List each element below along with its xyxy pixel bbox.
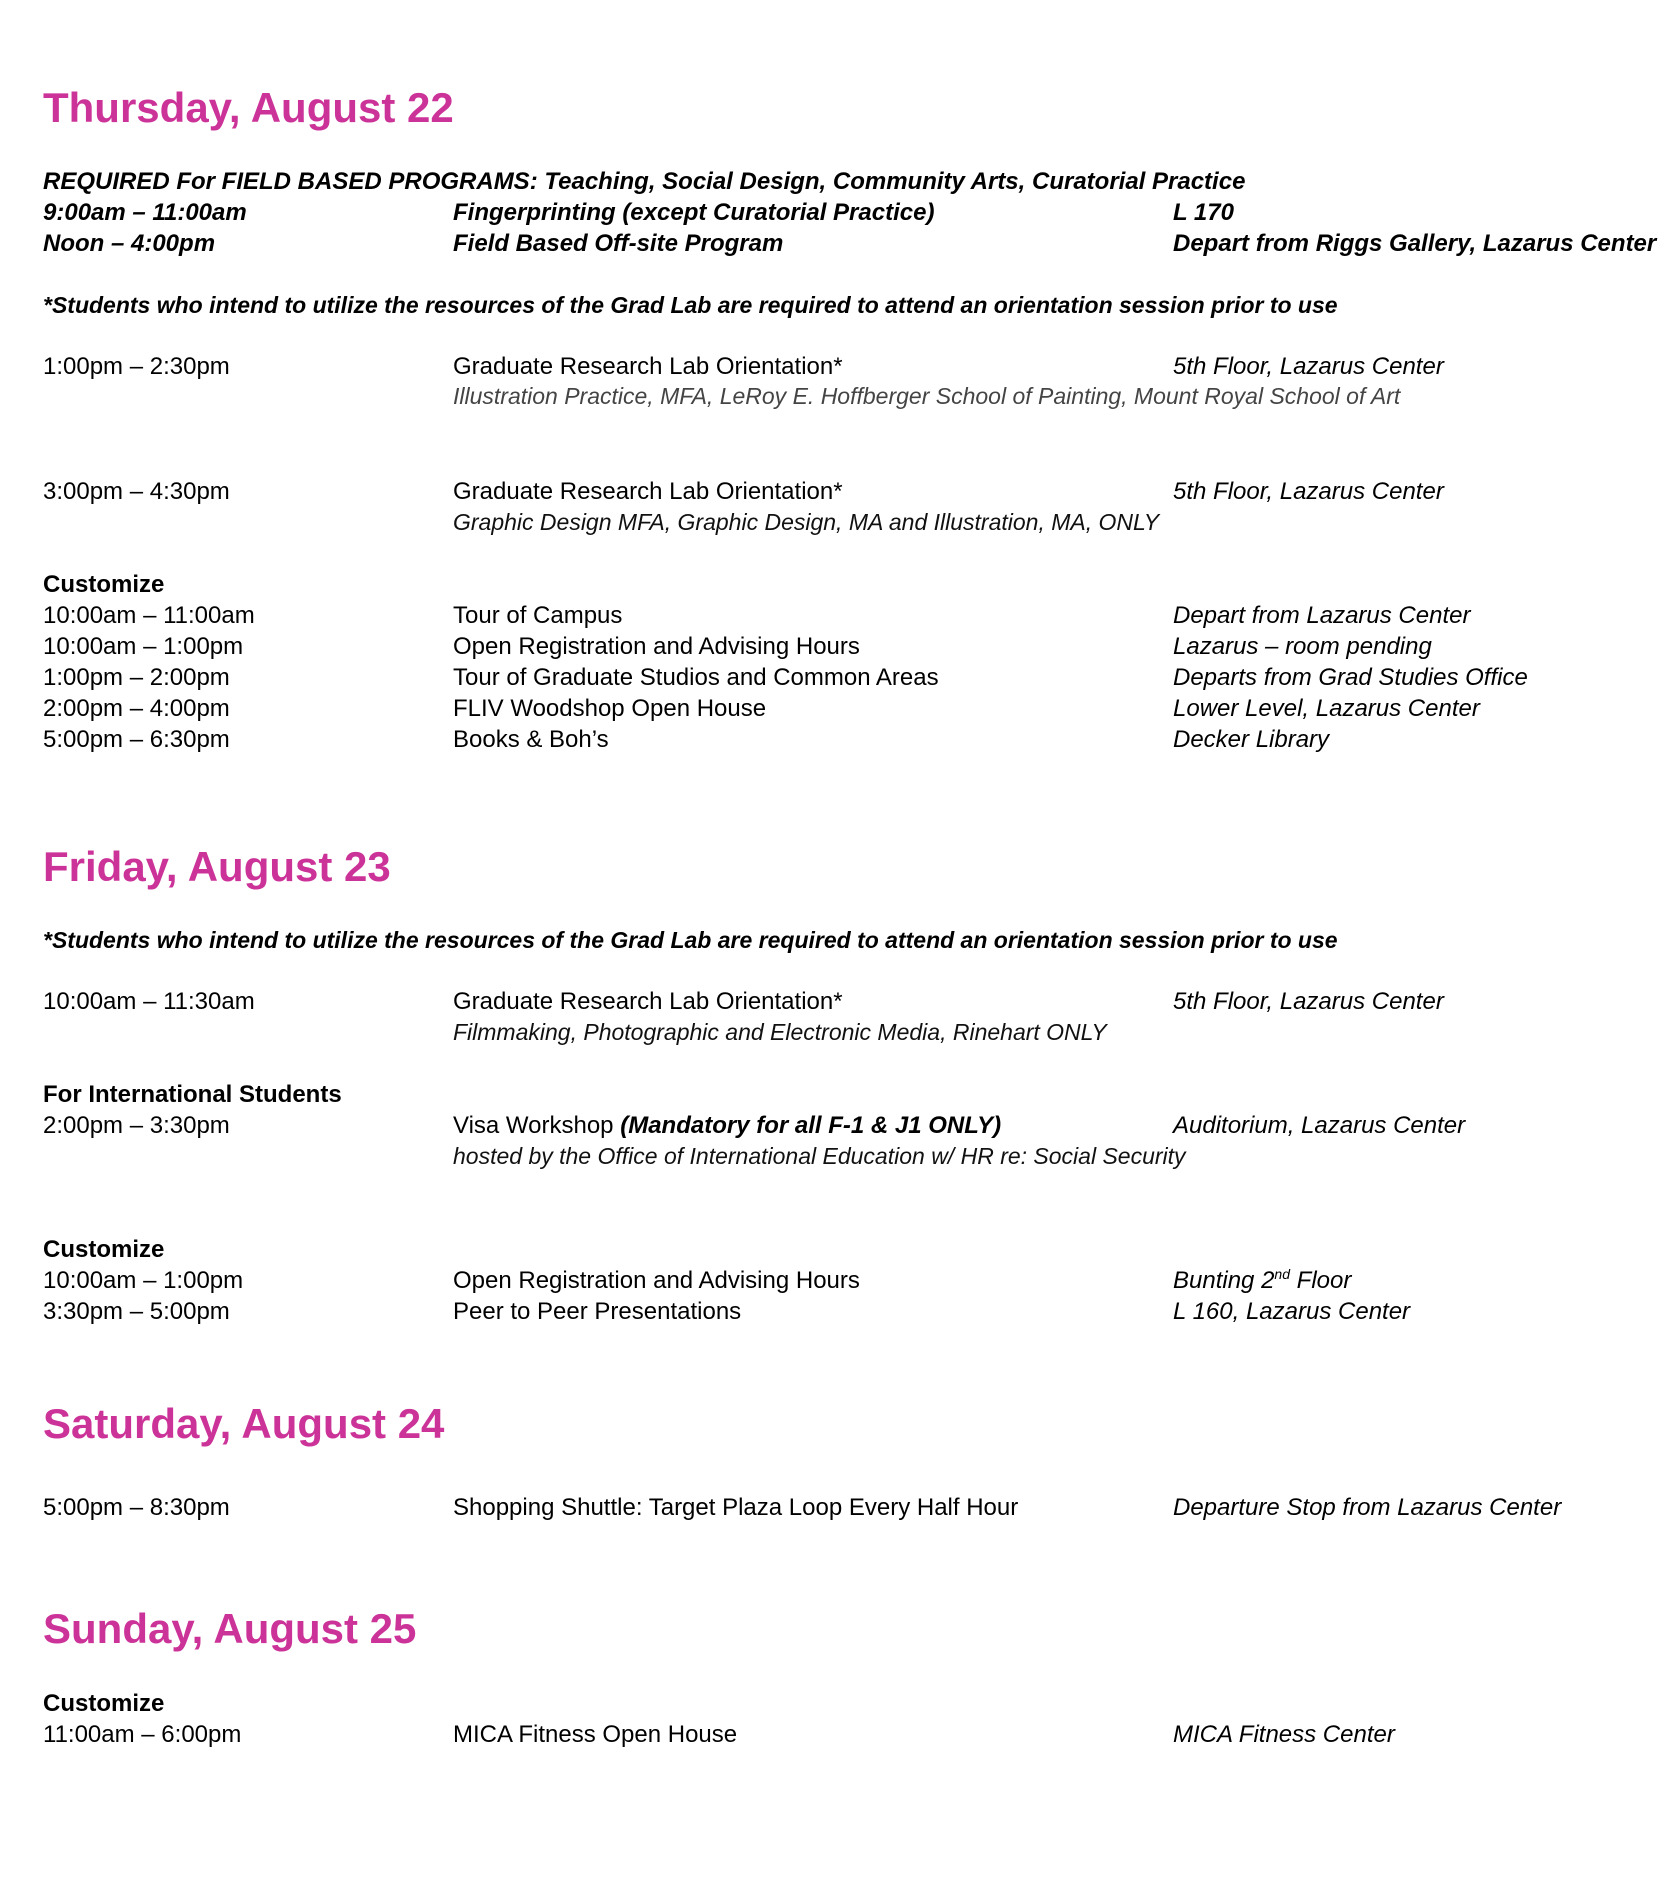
time: 3:30pm – 5:00pm xyxy=(43,1298,230,1325)
event: Graduate Research Lab Orientation* xyxy=(453,353,843,380)
customize-label: Customize xyxy=(43,571,165,598)
schedule-row xyxy=(43,662,1663,693)
time: 10:00am – 11:00am xyxy=(43,602,255,629)
grad-lab-note: *Students who intend to utilize the resources of the Grad Lab are required to attend an orientation session prior to use xyxy=(43,292,1338,318)
required-programs-header: REQUIRED For FIELD BASED PROGRAMS: Teaching, Social Design, Community Arts, Curatorial Practice xyxy=(43,168,1246,195)
time: 3:00pm – 4:30pm xyxy=(43,478,230,505)
time: 2:00pm – 3:30pm xyxy=(43,1112,230,1139)
customize-label: Customize xyxy=(43,1690,165,1717)
event: Field Based Off-site Program xyxy=(453,230,784,257)
time: 10:00am – 11:30am xyxy=(43,988,255,1015)
location xyxy=(1173,1265,1351,1296)
session-detail: Filmmaking, Photographic and Electronic Media, Rinehart ONLY xyxy=(453,1019,1107,1045)
location: Lazarus – room pending xyxy=(1173,633,1432,660)
location: Depart from Riggs Gallery, Lazarus Center xyxy=(1173,230,1657,257)
event: MICA Fitness Open House xyxy=(453,1721,738,1748)
customize-label: Customize xyxy=(43,1236,165,1263)
session-detail: hosted by the Office of International Education w/ HR re: Social Security xyxy=(453,1143,1186,1169)
event: Open Registration and Advising Hours xyxy=(453,633,860,660)
schedule-row xyxy=(43,1492,1663,1523)
schedule-row xyxy=(43,724,1663,755)
day-heading-friday: Friday, August 23 xyxy=(43,843,391,890)
event: Graduate Research Lab Orientation* xyxy=(453,988,843,1015)
location: L 160, Lazarus Center xyxy=(1173,1298,1411,1325)
location: Departure Stop from Lazarus Center xyxy=(1173,1494,1562,1521)
schedule-row xyxy=(43,986,1663,1017)
session-detail: Graphic Design MFA, Graphic Design, MA and Illustration, MA, ONLY xyxy=(453,509,1160,535)
day-heading-sunday: Sunday, August 25 xyxy=(43,1605,417,1652)
time: 9:00am – 11:00am xyxy=(43,199,247,226)
location: 5th Floor, Lazarus Center xyxy=(1173,353,1444,380)
schedule-row xyxy=(43,1110,1663,1141)
location: Lower Level, Lazarus Center xyxy=(1173,695,1480,722)
time: 5:00pm – 8:30pm xyxy=(43,1494,230,1521)
ordinal-suffix: nd xyxy=(1274,1266,1290,1282)
event: Open Registration and Advising Hours xyxy=(453,1267,860,1294)
session-detail: Illustration Practice, MFA, LeRoy E. Hoffberger School of Painting, Mount Royal School of Art xyxy=(453,383,1401,409)
schedule-row xyxy=(43,1719,1663,1750)
time: 1:00pm – 2:00pm xyxy=(43,664,230,691)
time: Noon – 4:00pm xyxy=(43,230,216,257)
event: Graduate Research Lab Orientation* xyxy=(453,478,843,505)
schedule-row xyxy=(43,228,1663,259)
location: Departs from Grad Studies Office xyxy=(1173,664,1528,691)
schedule-row xyxy=(43,693,1663,724)
event xyxy=(453,1110,1001,1141)
event: Books & Boh’s xyxy=(453,726,609,753)
international-students-label: For International Students xyxy=(43,1081,342,1108)
location: 5th Floor, Lazarus Center xyxy=(1173,478,1444,505)
event-name: Visa Workshop xyxy=(453,1112,621,1139)
event: Shopping Shuttle: Target Plaza Loop Every Half Hour xyxy=(453,1494,1019,1521)
event: Fingerprinting (except Curatorial Practice) xyxy=(453,199,935,226)
schedule-row xyxy=(43,197,1663,228)
schedule-row xyxy=(43,631,1663,662)
schedule-row xyxy=(43,1265,1663,1296)
time: 10:00am – 1:00pm xyxy=(43,1267,244,1294)
event: Tour of Graduate Studios and Common Areas xyxy=(453,664,939,691)
event: Tour of Campus xyxy=(453,602,623,629)
schedule-row xyxy=(43,1296,1663,1327)
location: 5th Floor, Lazarus Center xyxy=(1173,988,1444,1015)
location: Auditorium, Lazarus Center xyxy=(1173,1112,1466,1139)
location: L 170 xyxy=(1173,199,1234,226)
event-emphasis: (Mandatory for all F-1 & J1 ONLY) xyxy=(620,1112,1002,1139)
location-text-end: Floor xyxy=(1290,1267,1352,1294)
day-heading-thursday: Thursday, August 22 xyxy=(43,84,454,131)
event: FLIV Woodshop Open House xyxy=(453,695,767,722)
location-text: Bunting 2 xyxy=(1173,1267,1275,1294)
location: MICA Fitness Center xyxy=(1173,1721,1395,1748)
event: Peer to Peer Presentations xyxy=(453,1298,742,1325)
time: 1:00pm – 2:30pm xyxy=(43,353,230,380)
time: 10:00am – 1:00pm xyxy=(43,633,244,660)
schedule-row xyxy=(43,351,1663,382)
schedule-row xyxy=(43,476,1663,507)
time: 2:00pm – 4:00pm xyxy=(43,695,230,722)
location: Depart from Lazarus Center xyxy=(1173,602,1471,629)
day-heading-saturday: Saturday, August 24 xyxy=(43,1400,445,1447)
schedule-row xyxy=(43,600,1663,631)
location: Decker Library xyxy=(1173,726,1330,753)
time: 11:00am – 6:00pm xyxy=(43,1721,242,1748)
grad-lab-note: *Students who intend to utilize the resources of the Grad Lab are required to attend an orientation session prior to use xyxy=(43,927,1338,953)
time: 5:00pm – 6:30pm xyxy=(43,726,230,753)
